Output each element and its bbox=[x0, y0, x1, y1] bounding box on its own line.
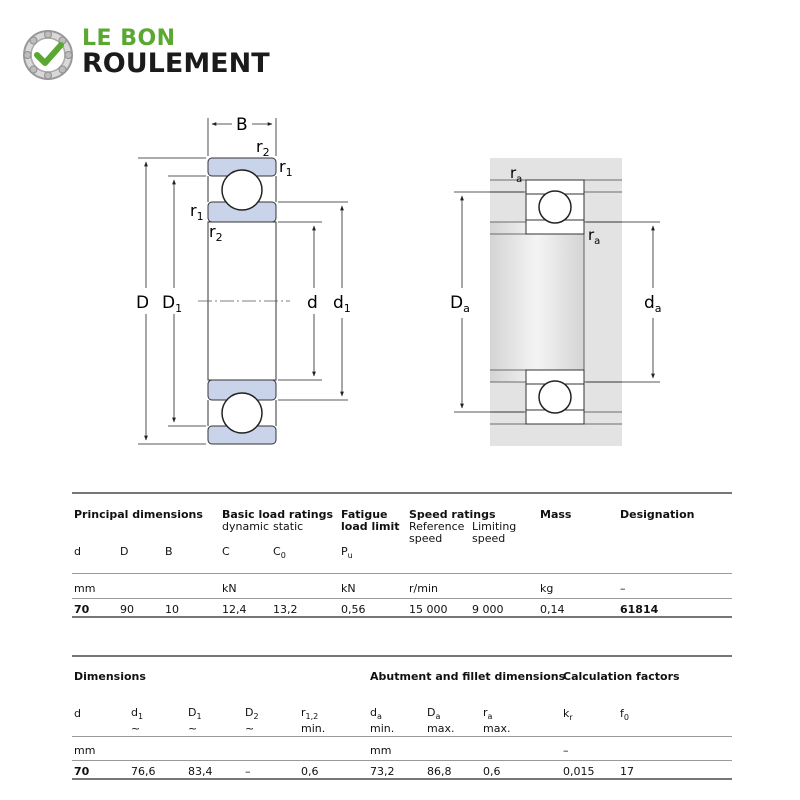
cell-B: 10 bbox=[165, 603, 179, 616]
label-r1-mid: $r_1$ bbox=[190, 201, 204, 223]
unit-rmin: r/min bbox=[409, 582, 438, 595]
sym2-da: $d_a$ min. bbox=[370, 706, 395, 736]
sym2-d: d bbox=[74, 707, 81, 720]
cell-d: 70 bbox=[74, 603, 90, 616]
cell2-kr: 0,015 bbox=[563, 765, 595, 778]
unit-mm: mm bbox=[74, 582, 96, 595]
cell2-D1: 83,4 bbox=[188, 765, 213, 778]
label-d: d bbox=[307, 293, 318, 313]
cell2-Da: 86,8 bbox=[427, 765, 452, 778]
logo-line-2: ROULEMENT bbox=[82, 48, 270, 79]
cell-mass: 0,14 bbox=[540, 603, 565, 616]
sym2-ra: $r_a$ max. bbox=[483, 706, 511, 736]
header-reference-1: Reference bbox=[409, 520, 465, 533]
header-abutment: Abutment and fillet dimensions bbox=[370, 670, 566, 683]
unit-dash: – bbox=[620, 582, 626, 595]
unit-kN-1: kN bbox=[222, 582, 237, 595]
unit-kg: kg bbox=[540, 582, 554, 595]
label-D1: $D_1$ bbox=[162, 293, 183, 315]
label-Da: $D_a$ bbox=[450, 293, 470, 315]
label-d1: $d_1$ bbox=[333, 293, 351, 315]
sym2-Da: $D_a$ max. bbox=[427, 706, 455, 736]
cell2-d1: 76,6 bbox=[131, 765, 156, 778]
label-B: B bbox=[236, 115, 248, 135]
cell2-d: 70 bbox=[74, 765, 90, 778]
sym2-d1: $d_1$ ~ bbox=[131, 706, 144, 736]
sym-d: d bbox=[74, 545, 81, 558]
label-da: $d_a$ bbox=[644, 293, 662, 315]
header-reference-2: speed bbox=[409, 532, 443, 545]
label-r1-top: $r_1$ bbox=[279, 157, 293, 179]
cell2-f0: 17 bbox=[620, 765, 634, 778]
sym2-kr: $k_r$ bbox=[563, 707, 573, 723]
sym2-r12: $r_{1,2}$ min. bbox=[301, 706, 326, 736]
cell2-da: 73,2 bbox=[370, 765, 395, 778]
cell2-D2: – bbox=[245, 765, 251, 778]
sym-B: B bbox=[165, 545, 173, 558]
logo-line-1: LE BON bbox=[82, 26, 176, 51]
cell-Pu: 0,56 bbox=[341, 603, 366, 616]
unit2-mm-2: mm bbox=[370, 744, 392, 757]
header-designation: Designation bbox=[620, 508, 695, 521]
header-calculation-factors: Calculation factors bbox=[563, 670, 680, 683]
unit2-dash: – bbox=[563, 744, 569, 757]
cell2-r12: 0,6 bbox=[301, 765, 319, 778]
sym2-D1: $D_1$ ~ bbox=[188, 706, 202, 736]
bearing-cross-section bbox=[138, 118, 348, 444]
cell-reference-speed: 15 000 bbox=[409, 603, 448, 616]
sym-D: D bbox=[120, 545, 129, 558]
label-ra-top: $r_a$ bbox=[510, 164, 523, 185]
header-principal-dimensions: Principal dimensions bbox=[74, 508, 203, 521]
sym-C0: $C_0$ bbox=[273, 545, 286, 561]
header-dimensions: Dimensions bbox=[74, 670, 146, 683]
sym-Pu: $P_u$ bbox=[341, 545, 353, 561]
header-basic-load-ratings: Basic load ratings bbox=[222, 508, 334, 521]
label-r2-top: $r_2$ bbox=[256, 137, 270, 159]
header-dynamic: dynamic bbox=[222, 520, 270, 533]
cell-limiting-speed: 9 000 bbox=[472, 603, 504, 616]
header-fatigue-2: load limit bbox=[341, 520, 400, 533]
unit-kN-2: kN bbox=[341, 582, 356, 595]
header-static: static bbox=[273, 520, 304, 533]
header-mass: Mass bbox=[540, 508, 572, 521]
label-D: D bbox=[136, 293, 150, 313]
cell-designation: 61814 bbox=[620, 603, 659, 616]
header-fatigue-1: Fatigue bbox=[341, 508, 388, 521]
header-limiting-2: speed bbox=[472, 532, 506, 545]
sym2-D2: $D_2$ ~ bbox=[245, 706, 259, 736]
mounting-drawing bbox=[454, 158, 660, 446]
cell-C0: 13,2 bbox=[273, 603, 298, 616]
sym2-f0: $f_0$ bbox=[620, 707, 629, 723]
cell2-ra: 0,6 bbox=[483, 765, 501, 778]
label-ra-mid: $r_a$ bbox=[588, 226, 601, 247]
label-r2-mid: $r_2$ bbox=[209, 222, 223, 244]
cell-C: 12,4 bbox=[222, 603, 247, 616]
header-speed-ratings: Speed ratings bbox=[409, 508, 496, 521]
cell-D: 90 bbox=[120, 603, 134, 616]
sym-C: C bbox=[222, 545, 230, 558]
header-limiting-1: Limiting bbox=[472, 520, 517, 533]
unit2-mm-1: mm bbox=[74, 744, 96, 757]
